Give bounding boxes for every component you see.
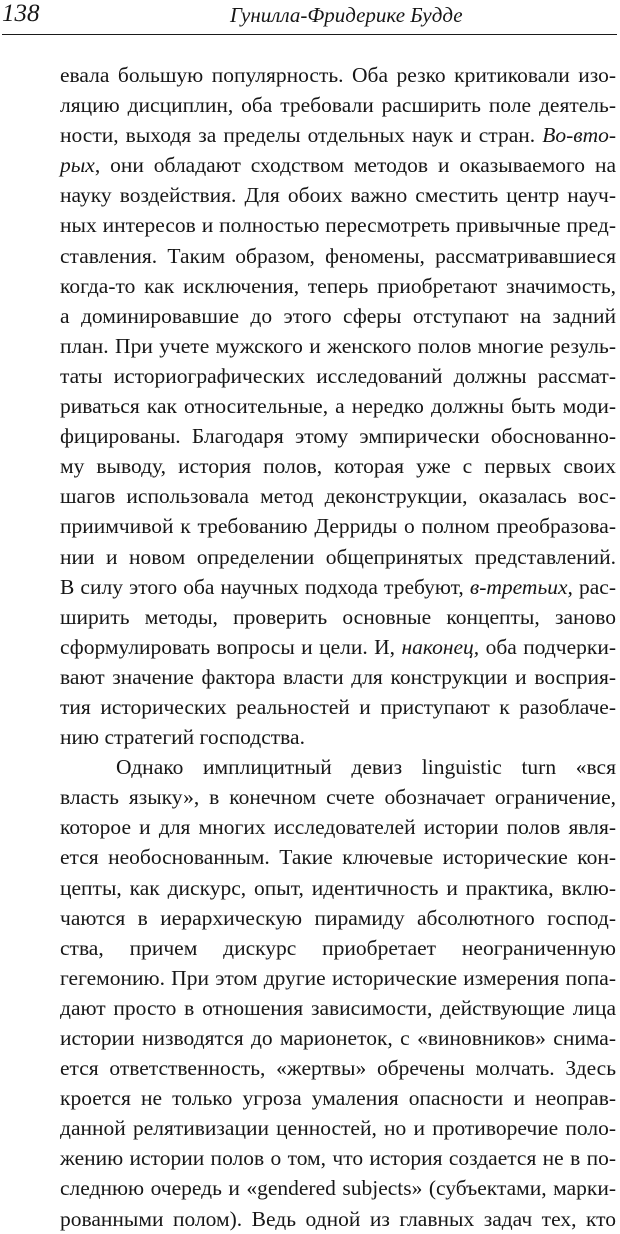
text-line [60, 542, 616, 572]
line-text: ется ответственность, «жертвы» обречены молчать. Здесь [60, 1056, 616, 1081]
text-line [60, 602, 616, 632]
text-line [60, 873, 616, 903]
line-text: нию стратегий господства. [60, 725, 305, 750]
line-text: ставления. Таким образом, феномены, рассматривавшиеся [60, 243, 616, 268]
line-text: ности, выходя за пределы отдельных наук и стран. [60, 123, 543, 148]
text-line [60, 391, 616, 421]
text-line [60, 1053, 616, 1083]
line-text: власть языку», в конечном счете обозначает ограничение, [60, 785, 616, 810]
line-text: ных интересов и полностью пересмотреть привычные пред- [60, 213, 616, 238]
text-line [60, 1083, 616, 1113]
text-line [60, 963, 616, 993]
line-text: следнюю очередь и «gendered subjects» (субъектами, марки- [60, 1176, 616, 1201]
text-line [60, 60, 616, 90]
text-line [60, 752, 616, 782]
text-line [60, 662, 616, 692]
line-text: которое и для многих исследователей истории полов явля- [60, 815, 616, 840]
line-text: рованными полом). Ведь одной из главных задач тех, кто [60, 1206, 616, 1231]
text-line [60, 180, 616, 210]
line-text: му выводу, история полов, которая уже с первых своих [60, 454, 616, 479]
text-line [60, 481, 616, 511]
page-number: 138 [2, 0, 40, 27]
text-line [60, 1143, 616, 1173]
line-text: оба подчерки- [479, 634, 616, 659]
text-line [60, 120, 616, 150]
line-text: гегемонию. При этом другие исторические измерения попа- [60, 965, 616, 990]
line-text: жению истории полов о том, что история создается не в по- [60, 1146, 616, 1171]
text-line [60, 1173, 616, 1203]
text-line [60, 782, 616, 812]
italic-text: наконец, [401, 634, 480, 659]
text-line [60, 451, 616, 481]
running-head: Гунилла-Фридерике Будде [230, 3, 463, 27]
text-line [60, 572, 616, 602]
italic-text: в-третьих, [469, 574, 573, 599]
line-text: ется необоснованным. Такие ключевые исторические кон- [60, 845, 616, 870]
text-line [60, 842, 616, 872]
line-text: фицированы. Благодаря этому эмпирически обоснованно- [60, 424, 616, 449]
line-text: тия исторических реальностей и приступают к разоблаче- [60, 694, 616, 719]
line-text: таты историографических исследований должны рассмат- [60, 363, 616, 388]
italic-text: рых [60, 153, 95, 178]
text-line [60, 331, 616, 361]
text-line [60, 812, 616, 842]
line-text: цепты, как дискурс, опыт, идентичность и практика, вклю- [60, 875, 616, 900]
line-text: , они обладают сходством методов и оказываемого на [94, 153, 616, 178]
line-text: приимчивой к требованию Дерриды о полном преобразова- [60, 514, 616, 539]
line-text: рас- [572, 574, 616, 599]
line-text: науку воздействия. Для обоих важно сместить центр науч- [60, 183, 616, 208]
text-line [60, 421, 616, 451]
line-text: ства, причем дискурс приобретает неограниченную [60, 935, 616, 960]
line-text: В силу этого оба научных подхода требуют, [60, 574, 470, 599]
text-line [60, 301, 616, 331]
text-line [60, 241, 616, 271]
line-text: а доминировавшие до этого сферы отступают на задний [60, 303, 616, 328]
line-text: истории низводятся до марионеток, с «виновников» снима- [60, 1026, 616, 1050]
line-text: план. При учете мужского и женского полов многие резуль- [60, 333, 616, 358]
line-text: ширить методы, проверить основные концепты, заново [60, 604, 616, 629]
text-line [60, 903, 616, 933]
text-line [60, 1113, 616, 1143]
body-text [60, 60, 616, 1234]
line-text: риваться как относительные, а нередко должны быть моди- [60, 394, 616, 419]
text-line [60, 692, 616, 722]
text-line [60, 632, 616, 662]
line-text: вают значение фактора власти для конструкции и восприя- [60, 664, 616, 689]
line-text: шагов использовала метод деконструкции, оказалась вос- [60, 484, 616, 509]
text-line [60, 90, 616, 120]
text-line [60, 1023, 616, 1053]
text-line [60, 361, 616, 391]
line-text: евала большую популярность. Оба резко критиковали изо- [60, 63, 616, 87]
page-header [2, 0, 617, 35]
line-text: дают просто в отношения зависимости, действующие лица [60, 995, 616, 1020]
line-text: данной релятивизации ценностей, но и противоречие поло- [60, 1116, 616, 1141]
text-line [60, 271, 616, 301]
text-line [60, 150, 616, 180]
line-text: Однако имплицитный девиз linguistic turn «вся [116, 755, 616, 780]
line-text: кроется не только угроза умаления опасности и неоправ- [60, 1086, 616, 1111]
text-line [60, 933, 616, 963]
line-text: сформулировать вопросы и цели. И, [60, 634, 402, 659]
text-line [60, 1204, 616, 1234]
text-line [60, 722, 616, 752]
text-line [60, 210, 616, 240]
line-text: чаются в иерархическую пирамиду абсолютного господ- [60, 905, 616, 930]
italic-text: Во-вто- [542, 123, 616, 148]
line-text: когда-то как исключения, теперь приобретают значимость, [60, 273, 616, 298]
text-line [60, 511, 616, 541]
line-text: ляцию дисциплин, оба требовали расширить поле деятель- [60, 93, 616, 118]
line-text: нии и новом определении общепринятых представлений. [60, 544, 616, 569]
text-line [60, 993, 616, 1023]
